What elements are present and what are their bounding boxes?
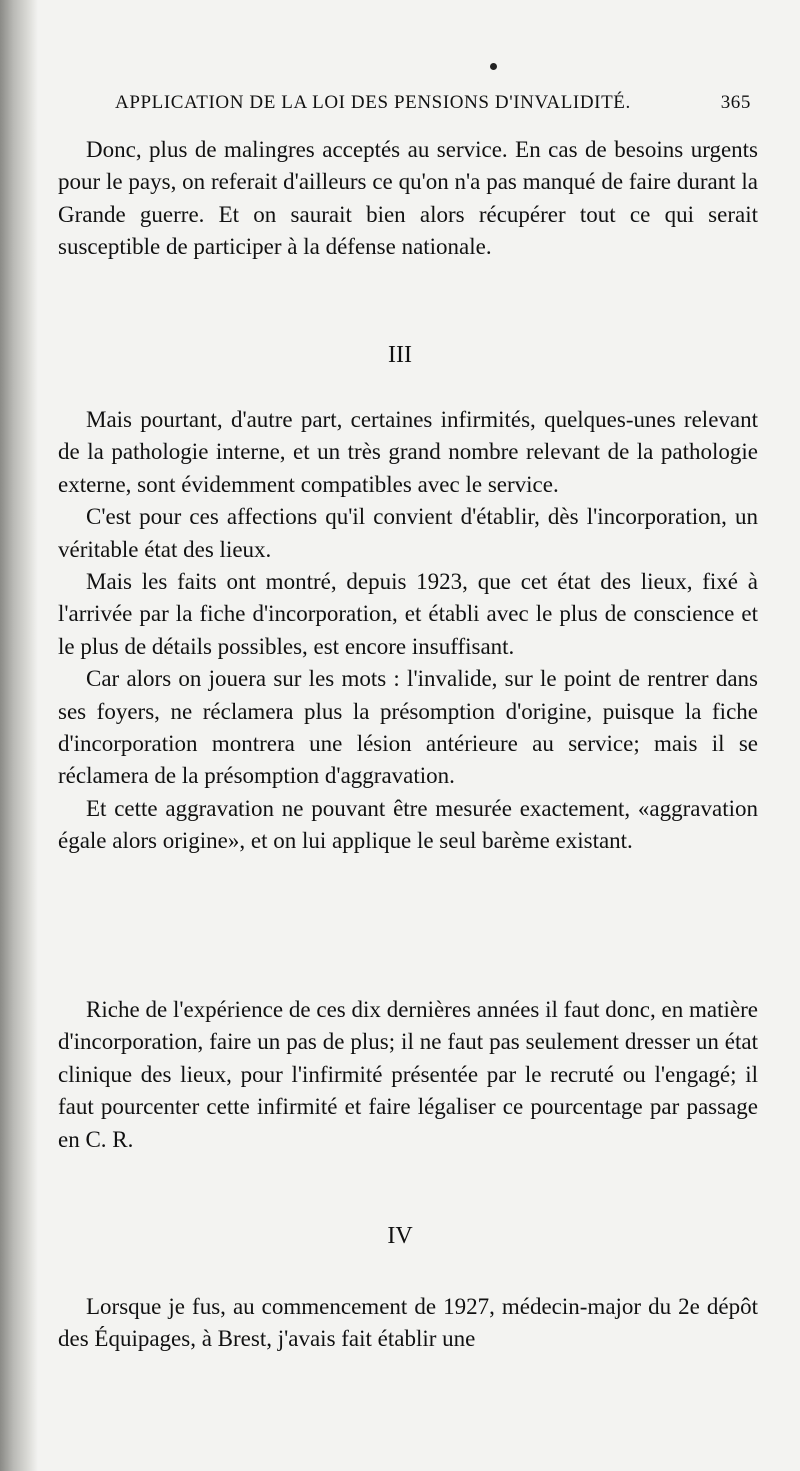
paragraph: Et cette aggravation ne pouvant être mesurée exactement, «aggravation égale alors origine», et on lui applique le seul barème existant.: [58, 795, 758, 854]
section-heading-iii: III: [388, 342, 412, 368]
ink-speck: [490, 63, 497, 70]
paragraph: Donc, plus de malingres acceptés au service. En cas de besoins urgents pour le pays, on referait d'ailleurs ce qu'on n'a pas manqué de faire durant la Grande guerre. Et on saurait bien alors récupérer tout ce qui serait susceptible de participer à la défense nationale.: [58, 137, 758, 260]
paragraph: Mais les faits ont montré, depuis 1923, que cet état des lieux, fixé à l'arrivée par la fiche d'incorporation, et établi avec le plus de conscience et le plus de détails possibles, est encore insuffisant.: [58, 569, 758, 659]
text-block-3: [58, 994, 758, 1156]
paragraph: Car alors on jouera sur les mots : l'invalide, sur le point de rentrer dans ses foyers, ne réclamera plus la présomption d'origine, puisque la fiche d'incorporation montrera une lésion antérieure au service; mais il se réclamera de la présomption d'aggravation.: [58, 666, 758, 789]
running-head: [115, 92, 755, 122]
page-number: 365: [720, 92, 751, 113]
paragraph: C'est pour ces affections qu'il convient d'établir, dès l'incorporation, un véritable état des lieux.: [58, 504, 758, 562]
section-heading-iv: IV: [387, 1223, 413, 1249]
paragraph: Mais pourtant, d'autre part, certaines infirmités, quelques-unes relevant de la pathologie interne, et un très grand nombre relevant de la pathologie externe, sont évidemment compatibles avec le service.: [58, 407, 758, 497]
text-block-4: [58, 1291, 758, 1356]
paragraph: Lorsque je fus, au commencement de 1927, médecin-major du 2e dépôt des Équipages, à Brest, j'avais fait établir une: [58, 1294, 758, 1352]
paragraph: Riche de l'expérience de ces dix dernières années il faut donc, en matière d'incorporation, faire un pas de plus; il ne faut pas seulement dresser un état clinique des lieux, pour l'infirmité présentée par le recruté ou l'engagé; il faut pourcenter cette infirmité et faire légaliser ce pourcentage par passage en C. R.: [58, 997, 758, 1152]
running-head-title: APPLICATION DE LA LOI DES PENSIONS D'INVALIDITÉ.: [115, 92, 631, 113]
text-block-1: [58, 134, 758, 264]
binding-gutter-shadow: [0, 0, 38, 1471]
text-block-2: [58, 404, 758, 858]
